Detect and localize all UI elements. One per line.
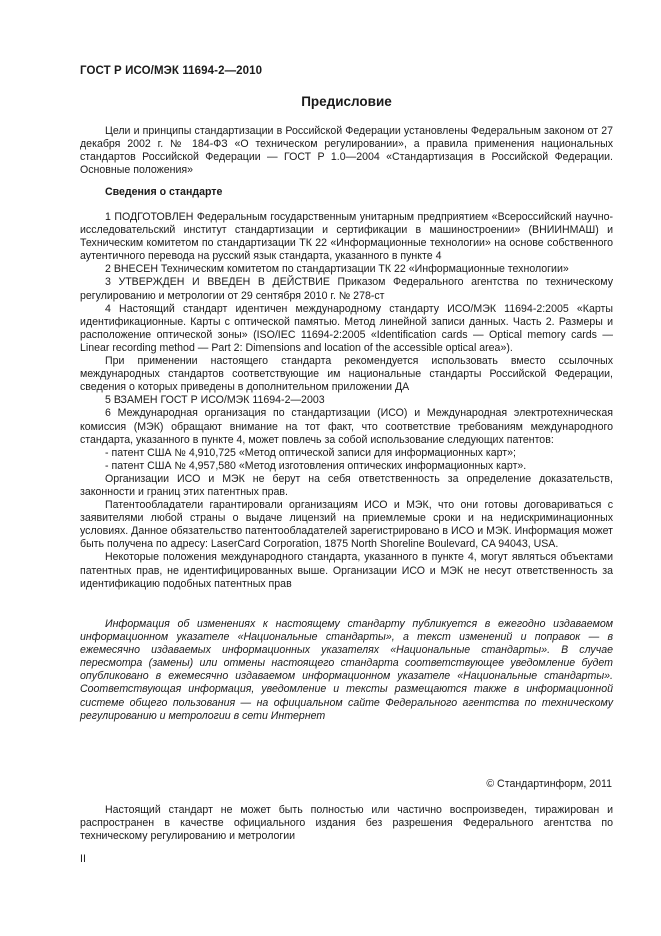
item-4-note: При применении настоящего стандарта рекомендуется использовать вместо ссылочных международных стандартов соответствующие им национальные стандарты Российской Федерации, сведения о которых приведены в дополнительном приложении ДА	[80, 355, 613, 394]
patent-responsibility: Организации ИСО и МЭК не берут на себя ответственность за определение доказательств, законности и границ этих патентных прав.	[80, 472, 613, 498]
standard-info-block	[80, 211, 613, 591]
patent-holders: Патентообладатели гарантировали организациям ИСО и МЭК, что они готовы договариваться с заявителями любой страны о выдаче лицензий на приемлемые сроки и на недискриминационных условиях. Данное обязательство патентообладателей зарегистрировано в ИСО и МЭК. Информация может быть получена по адресу: LaserCard Corporation, 1875 North Shoreline Boulevard, CA 94043, USA.	[80, 499, 613, 551]
reproduction-block	[80, 804, 613, 843]
item-5: 5 ВЗАМЕН ГОСТ Р ИСО/МЭК 11694-2—2003	[105, 394, 325, 407]
patent-1: - патент США № 4,910,725 «Метод оптической записи для информационных карт»;	[105, 446, 516, 459]
section-heading: Сведения о стандарте	[105, 186, 223, 198]
info-notice-block	[80, 618, 613, 723]
item-4: 4 Настоящий стандарт идентичен международному стандарту ИСО/МЭК 11694-2:2005 «Карты идентификационные. Карты с оптической памятью. Метод линейной записи данных. Часть 2. Размеры и расположение оптической зоны» (ISO/IEC 11694-2:2005 «Identification cards — Optical memory cards — Linear recording method — Part 2: Dimensions and location of the accessible optical area»).	[80, 302, 613, 354]
page-title: Предисловие	[301, 94, 392, 109]
item-2: 2 ВНЕСЕН Техническим комитетом по стандартизации ТК 22 «Информационные технологии»	[105, 263, 569, 276]
patent-2: - патент США № 4,957,580 «Метод изготовления оптических информационных карт».	[105, 459, 527, 472]
item-3: 3 УТВЕРЖДЕН И ВВЕДЕН В ДЕЙСТВИЕ Приказом Федерального агентства по техническому регулированию и метрологии от 29 сентября 2010 г. № 278-ст	[80, 276, 613, 302]
reproduction-notice: Настоящий стандарт не может быть полностью или частично воспроизведен, тиражирован и распространен в качестве официального издания без разрешения Федерального агентства по техническому регулированию и метрологии	[80, 804, 613, 843]
intro-paragraph: Цели и принципы стандартизации в Российской Федерации установлены Федеральным законом от 27 декабря 2002 г. № 184-ФЗ «О техническом регулировании», а правила применения национальных стандартов Российской Федерации — ГОСТ Р 1.0—2004 «Стандартизация в Российской Федерации. Основные положения»	[80, 125, 613, 177]
document-code-header: ГОСТ Р ИСО/МЭК 11694-2—2010	[80, 65, 263, 77]
info-notice: Информация об изменениях к настоящему стандарту публикуется в ежегодно издаваемом информационном указателе «Национальные стандарты», а текст изменений и поправок — в ежемесячно издаваемых информационных указателях «Национальные стандарты». В случае пересмотра (замены) или отмены настоящего стандарта соответствующее уведомление будет опубликовано в ежемесячно издаваемом информационном указателе «Национальные стандарты». Соответствующая информация, уведомление и тексты размещаются также в информационной системе общего пользования — на официальном сайте Федерального агентства по техническому регулированию и метрологии в сети Интернет	[80, 618, 613, 722]
page-number: II	[80, 853, 86, 865]
item-1: 1 ПОДГОТОВЛЕН Федеральным государственным унитарным предприятием «Всероссийский научно-исследовательский институт стандартизации и сертификации в машиностроении» (ВНИИНМАШ) и Техническим комитетом по стандартизации ТК 22 «Информационные технологии» на основе собственного аутентичного перевода на русский язык стандарта, указанного в пункте 4	[80, 211, 613, 263]
patent-other: Некоторые положения международного стандарта, указанного в пункте 4, могут являться объектами патентных прав, не идентифицированных выше. Организации ИСО и МЭК не несут ответственность за идентификацию подобных патентных прав	[80, 551, 613, 590]
item-6: 6 Международная организация по стандартизации (ИСО) и Международная электротехническая комиссия (МЭК) обращают внимание на тот факт, что соответствие требованиям международного стандарта, указанного в пункте 4, может повлечь за собой использование следующих патентов:	[80, 407, 613, 446]
intro-block	[80, 125, 613, 177]
copyright: © Стандартинформ, 2011	[486, 778, 612, 790]
